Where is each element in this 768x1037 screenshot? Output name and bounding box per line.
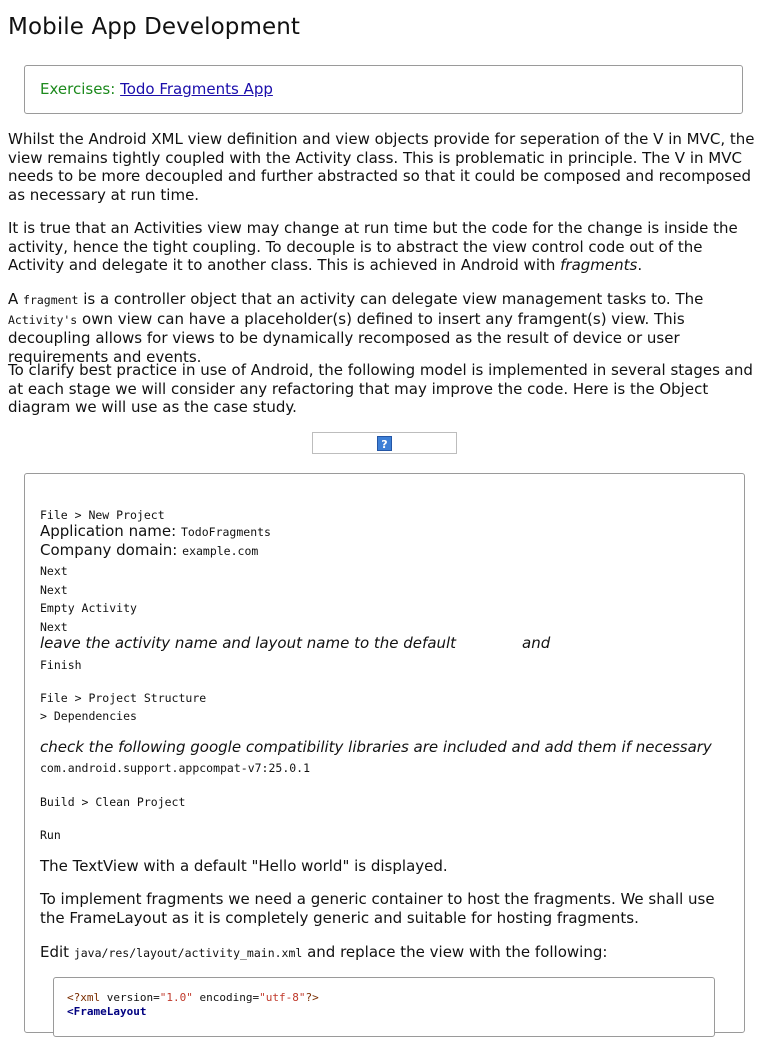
step-next-3: Next — [40, 620, 68, 634]
exercise-box — [24, 65, 743, 114]
exercise-label: Exercises: — [40, 80, 116, 98]
step-finish: Finish — [40, 658, 82, 672]
step-clean-project: Build > Clean Project — [40, 795, 186, 809]
step-file-new-project: File > New Project — [40, 508, 165, 522]
xml-decl-open: <?xml — [67, 991, 107, 1004]
fragment-code: fragment — [23, 293, 79, 307]
step-next-1: Next — [40, 564, 68, 578]
intro-paragraph-2-end: . — [637, 256, 643, 275]
textview-note: The TextView with a default "Hello world" is displayed. — [40, 857, 448, 875]
xml-attr-encoding: encoding= — [192, 991, 260, 1004]
xml-val-encoding: "utf-8" — [259, 991, 306, 1004]
code-line-1 — [67, 991, 319, 1004]
code-line-2: <FrameLayout — [67, 1005, 147, 1018]
step-check-libraries: check the following google compatibility libraries are included and add them if necessary — [40, 738, 712, 756]
intro-paragraph-2 — [8, 219, 760, 275]
company-label: Company domain: — [40, 541, 178, 559]
p3-text-b: is a controller object that an activity can delegate view management tasks to. The — [78, 290, 704, 308]
step-company-domain — [40, 541, 258, 559]
edit-text-a: Edit — [40, 943, 74, 961]
broken-image-icon: ? — [377, 436, 392, 451]
framelayout-note: To implement fragments we need a generic container to host the fragments. We shall use the FrameLayout as it is completely generic and suitable for hosting fragments. — [40, 890, 715, 927]
exercise-line — [40, 80, 273, 98]
fragments-emphasis: fragments — [560, 256, 638, 275]
intro-paragraph-4: To clarify best practice in use of Android, the following model is implemented in several stages and at each stage we will consider any refactoring that may improve the code. Here is the Object diagram we will use as the case study. — [8, 361, 753, 417]
step-application-name — [40, 522, 271, 540]
intro-paragraph-2-text: It is true that an Activities view may change at run time but the code for the change is inside the activity, hence the tight coupling. To decouple is to abstract the view control code out of the Activity and delegate it to another class. This is achieved in Android with — [8, 219, 738, 275]
p3-text-c: own view can have a placeholder(s) defined to insert any framgent(s) view. This decoupling allows for views to be dynamically recomposed as the result of device or user requirements and events. — [8, 309, 685, 367]
edit-text-b: and replace the view with the following: — [302, 943, 608, 961]
step-next-2: Next — [40, 583, 68, 597]
step-run: Run — [40, 828, 61, 842]
page-title: Mobile App Development — [8, 14, 301, 40]
intro-paragraph-3 — [8, 290, 760, 367]
step-empty-activity: Empty Activity — [40, 601, 137, 615]
xml-attr-version: version= — [106, 991, 160, 1004]
xml-decl-close: ?> — [305, 991, 319, 1004]
step-and: and — [522, 634, 551, 652]
object-diagram-image — [312, 432, 457, 454]
step-leave-default: leave the activity name and layout name to the default — [40, 634, 457, 652]
step-dependencies: > Dependencies — [40, 709, 137, 723]
step-appcompat-library: com.android.support.appcompat-v7:25.0.1 — [40, 761, 311, 775]
activity-code: Activity's — [8, 312, 78, 327]
edit-instruction — [40, 943, 607, 961]
code-block — [53, 977, 715, 1037]
intro-paragraph-1: Whilst the Android XML view definition and view objects provide for seperation of the V in MVC, the view remains tightly coupled with the Activity class. This is problematic in principle. The V in MVC needs to be more decoupled and further abstracted so that it could be composed and recomposed as necessary at run time. — [8, 130, 755, 205]
p3-text-a: A — [8, 290, 24, 308]
app-name-value: TodoFragments — [180, 525, 271, 539]
exercise-link[interactable]: Todo Fragments App — [120, 80, 273, 98]
app-name-label: Application name: — [40, 522, 177, 540]
company-value: example.com — [182, 544, 259, 558]
layout-file-path: java/res/layout/activity_main.xml — [73, 946, 303, 960]
step-project-structure: File > Project Structure — [40, 691, 207, 705]
xml-val-version: "1.0" — [159, 991, 193, 1004]
